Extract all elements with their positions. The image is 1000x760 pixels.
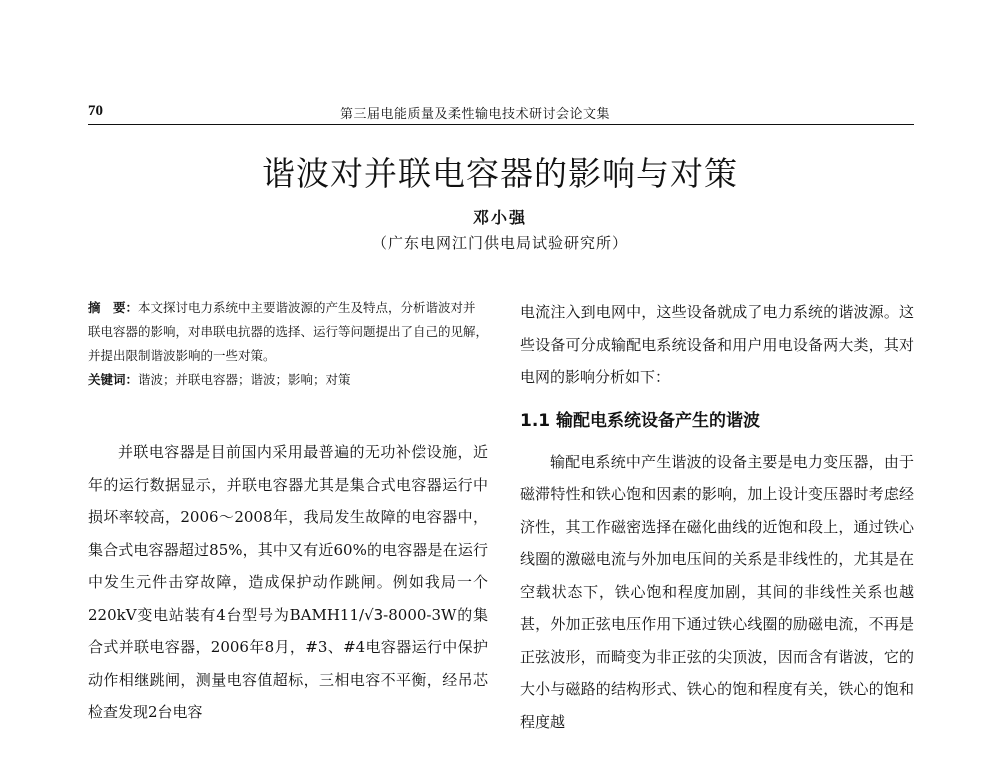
abstract: [88, 296, 488, 392]
keywords-label: 关键词：: [88, 372, 139, 387]
intro-text-b: -8000-3W的集合式并联电容器，2006年8月，#3、#4电容器运行中保护动作相继跳闸，测量电容值超标，三相电容不平衡，经吊芯检查发现2台电容: [88, 605, 488, 721]
abstract-paragraph: [88, 296, 488, 368]
abstract-text: 本文探讨电力系统中主要谐波源的产生及特点，分析谐波对并联电容器的影响，对串联电抗器的选择、运行等问题提出了自己的见解，并提出限制谐波影响的一些对策。: [88, 300, 489, 363]
body-right-column: [520, 296, 914, 738]
header-rule: [88, 124, 914, 125]
body-left-column: [88, 436, 488, 729]
intro-text-a: 并联电容器是目前国内采用最普遍的无功补偿设施，近年的运行数据显示，并联电容器尤其是集合式电容器运行中损坏率较高，2006～2008年，我局发生故障的电容器中，集合式电容器超过85%，其中又有近60%的电容器是在运行中发生元件击穿故障，造成保护动作跳闸。例如我局一个220kV变电站装有4台型号为BAMH11/: [88, 443, 488, 624]
paper-title: 谐波对并联电容器的影响与对策: [262, 154, 738, 193]
right-paragraph-1: 电流注入到电网中，这些设备就成了电力系统的谐波源。这些设备可分成输配电系统设备和用户用电设备两大类，其对电网的影响分析如下：: [520, 303, 914, 386]
sqrt-three-symbol: √3: [364, 605, 384, 624]
page-number: 70: [88, 103, 103, 119]
right-paragraph-2: 输配电系统中产生谐波的设备主要是电力变压器，由于磁滞特性和铁心饱和因素的影响，加上设计变压器时考虑经济性，其工作磁密选择在磁化曲线的近饱和段上，通过铁心线圈的激磁电流与外加电压间的关系是非线性的，尤其是在空载状态下，铁心饱和程度加剧，其间的非线性关系也越甚，外加正弦电压作用下通过铁心线圈的励磁电流，不再是正弦波形，而畸变为非正弦的尖顶波，因而含有谐波，它的大小与磁路的结构形式、铁心的饱和程度有关，铁心的饱和程度越: [520, 452, 914, 731]
author: 邓小强: [472, 208, 527, 227]
abstract-label: 摘 要：: [88, 300, 139, 315]
running-header: 第三届电能质量及柔性输电技术研讨会论文集: [340, 107, 611, 122]
affiliation: （广东电网江门供电局试验研究所）: [371, 234, 628, 252]
intro-paragraph: [88, 436, 488, 729]
section-heading-1-1: 1.1 输配电系统设备产生的谐波: [520, 410, 761, 431]
keywords-line: [88, 368, 488, 392]
keywords-text: 谐波；并联电容器；谐波；影响；对策: [138, 372, 351, 387]
